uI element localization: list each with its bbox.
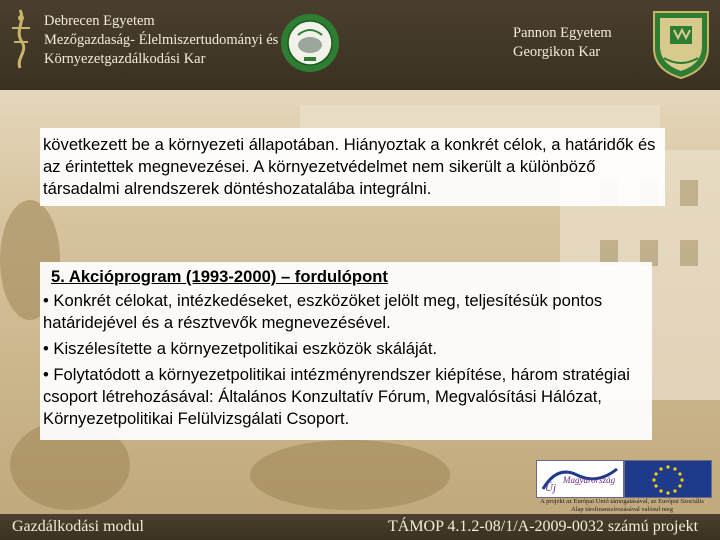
right-institution-name xyxy=(513,24,612,62)
footer-bar xyxy=(0,514,720,540)
bullet-item: • Folytatódott a környezetpolitikai intézményrendszer kiépítése, három stratégiai csoport létrehozásával: Általános Konzultatív Fórum, Megvalósítási Hálózat, Környezetpolitikai Felülvizsgálati Csoport. xyxy=(43,365,630,428)
header-bar xyxy=(0,0,720,90)
section-heading: 5. Akcióprogram (1993-2000) – fordulópont xyxy=(51,267,388,286)
agricultural-faculty-seal xyxy=(280,13,340,73)
pannon-university-crest xyxy=(650,8,712,80)
uj-magyarorszag-logo xyxy=(536,460,624,498)
eu-flag xyxy=(624,460,712,498)
project-id: TÁMOP 4.1.2-08/1/A-2009-0032 számú projekt xyxy=(388,518,699,535)
left-institution-line-3: Környezetgazdálkodási Kar xyxy=(44,51,206,67)
svg-text:Magyarország: Magyarország xyxy=(563,475,616,485)
intro-paragraph: következett be a környezeti állapotában. Hiányoztak a konkrét célok, a határidők és az érintettek megnevezései. A környezetvédelmet nem sikerült a különböző társadalmi alrendszerek döntéshozatalába integrálni. xyxy=(43,135,656,198)
action-programme-block xyxy=(40,262,652,440)
left-institution-line-2: Mezőgazdaság- Élelmiszertudományi és xyxy=(44,32,279,48)
right-institution-line-1: Pannon Egyetem xyxy=(513,25,612,41)
university-monogram-logo xyxy=(6,8,36,70)
module-name: Gazdálkodási modul xyxy=(12,518,144,535)
intro-block xyxy=(40,128,665,206)
bullet-item: • Konkrét célokat, intézkedéseket, eszközöket jelölt meg, teljesítésük pontos határidejével és a résztvevők megnevezésével. xyxy=(43,291,603,332)
svg-text:Új: Új xyxy=(545,482,556,494)
left-institution-name xyxy=(44,12,278,69)
eu-funding-block xyxy=(534,460,710,516)
right-institution-line-2: Georgikon Kar xyxy=(513,44,601,60)
bullet-item: • Kiszélesítette a környezetpolitikai eszközök skáláját. xyxy=(43,339,438,358)
content-panel xyxy=(40,128,665,445)
eu-funding-note: A projekt az Európai Unió támogatásával, az Európai Szociális Alap társfinanszírozásával valósul meg xyxy=(540,498,704,513)
left-institution-line-1: Debrecen Egyetem xyxy=(44,13,155,29)
